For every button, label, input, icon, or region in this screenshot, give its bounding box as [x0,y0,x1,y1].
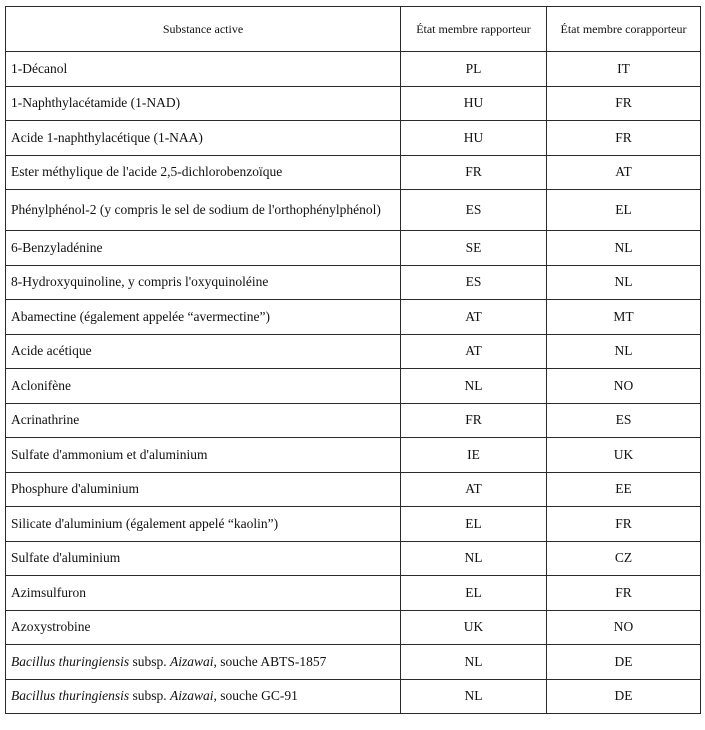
table-row [6,155,701,190]
table-row [6,369,701,404]
corapporteur-cell: MT [547,300,701,335]
rapporteur-cell: ES [401,265,547,300]
substance-cell: Abamectine (également appelée “avermectine”) [6,300,401,335]
corapporteur-cell: NO [547,369,701,404]
subspecies-name: Aizawai [170,653,214,669]
substance-cell: Silicate d'aluminium (également appelé “kaolin”) [6,507,401,542]
substance-cell: Azimsulfuron [6,576,401,611]
rapporteur-cell: FR [401,403,547,438]
table-row [6,679,701,714]
substance-cell: Acide acétique [6,334,401,369]
table-row [6,121,701,156]
corapporteur-cell: FR [547,121,701,156]
corapporteur-cell: EL [547,190,701,231]
rapporteur-cell: AT [401,300,547,335]
table-row [6,334,701,369]
rapporteur-cell: NL [401,369,547,404]
table-row [6,52,701,87]
table-row [6,190,701,231]
substance-cell: Sulfate d'aluminium [6,541,401,576]
table-row [6,86,701,121]
substance-cell: 8-Hydroxyquinoline, y compris l'oxyquinoléine [6,265,401,300]
corapporteur-cell: DE [547,679,701,714]
substance-cell: 1-Décanol [6,52,401,87]
substance-cell [6,679,401,714]
rapporteur-cell: FR [401,155,547,190]
rapporteur-cell: NL [401,679,547,714]
corapporteur-cell: NL [547,231,701,266]
corapporteur-cell: FR [547,576,701,611]
substances-table [5,6,701,714]
table-row [6,645,701,680]
subsp-text: subsp. [129,653,171,669]
corapporteur-cell: AT [547,155,701,190]
subspecies-name: Aizawai [170,688,214,704]
rapporteur-cell: PL [401,52,547,87]
rapporteur-cell: ES [401,190,547,231]
header-corapporteur: État membre corapporteur [547,7,701,52]
substance-cell: Azoxystrobine [6,610,401,645]
substance-cell [6,645,401,680]
substance-cell: Ester méthylique de l'acide 2,5-dichlorobenzoïque [6,155,401,190]
table-row [6,576,701,611]
header-rapporteur: État membre rapporteur [401,7,547,52]
rapporteur-cell: UK [401,610,547,645]
corapporteur-cell: DE [547,645,701,680]
species-name: Bacillus thuringiensis [11,653,130,669]
corapporteur-cell: IT [547,52,701,87]
table-row [6,507,701,542]
corapporteur-cell: NL [547,265,701,300]
corapporteur-cell: EE [547,472,701,507]
subsp-text: subsp. [129,688,171,704]
table-row [6,403,701,438]
corapporteur-cell: NO [547,610,701,645]
rapporteur-cell: NL [401,541,547,576]
header-substance: Substance active [6,7,401,52]
table-row [6,610,701,645]
corapporteur-cell: CZ [547,541,701,576]
rapporteur-cell: AT [401,472,547,507]
table-row [6,438,701,473]
substance-cell: 1-Naphthylacétamide (1-NAD) [6,86,401,121]
substance-cell: 6-Benzyladénine [6,231,401,266]
corapporteur-cell: NL [547,334,701,369]
rapporteur-cell: HU [401,121,547,156]
rapporteur-cell: EL [401,576,547,611]
substance-cell: Phosphure d'aluminium [6,472,401,507]
rapporteur-cell: NL [401,645,547,680]
table-header-row [6,7,701,52]
table-row [6,231,701,266]
species-name: Bacillus thuringiensis [11,688,130,704]
rapporteur-cell: AT [401,334,547,369]
rapporteur-cell: HU [401,86,547,121]
corapporteur-cell: FR [547,507,701,542]
substance-cell: Sulfate d'ammonium et d'aluminium [6,438,401,473]
substance-cell: Acide 1-naphthylacétique (1-NAA) [6,121,401,156]
rapporteur-cell: EL [401,507,547,542]
table-row [6,541,701,576]
corapporteur-cell: UK [547,438,701,473]
table-row [6,265,701,300]
rapporteur-cell: SE [401,231,547,266]
table-row [6,472,701,507]
corapporteur-cell: ES [547,403,701,438]
strain-text: , souche ABTS-1857 [213,653,327,669]
table-row [6,300,701,335]
corapporteur-cell: FR [547,86,701,121]
rapporteur-cell: IE [401,438,547,473]
strain-text: , souche GC-91 [213,688,298,704]
substance-cell: Phénylphénol-2 (y compris le sel de sodium de l'orthophénylphénol) [6,190,401,231]
substance-cell: Aclonifène [6,369,401,404]
substance-cell: Acrinathrine [6,403,401,438]
